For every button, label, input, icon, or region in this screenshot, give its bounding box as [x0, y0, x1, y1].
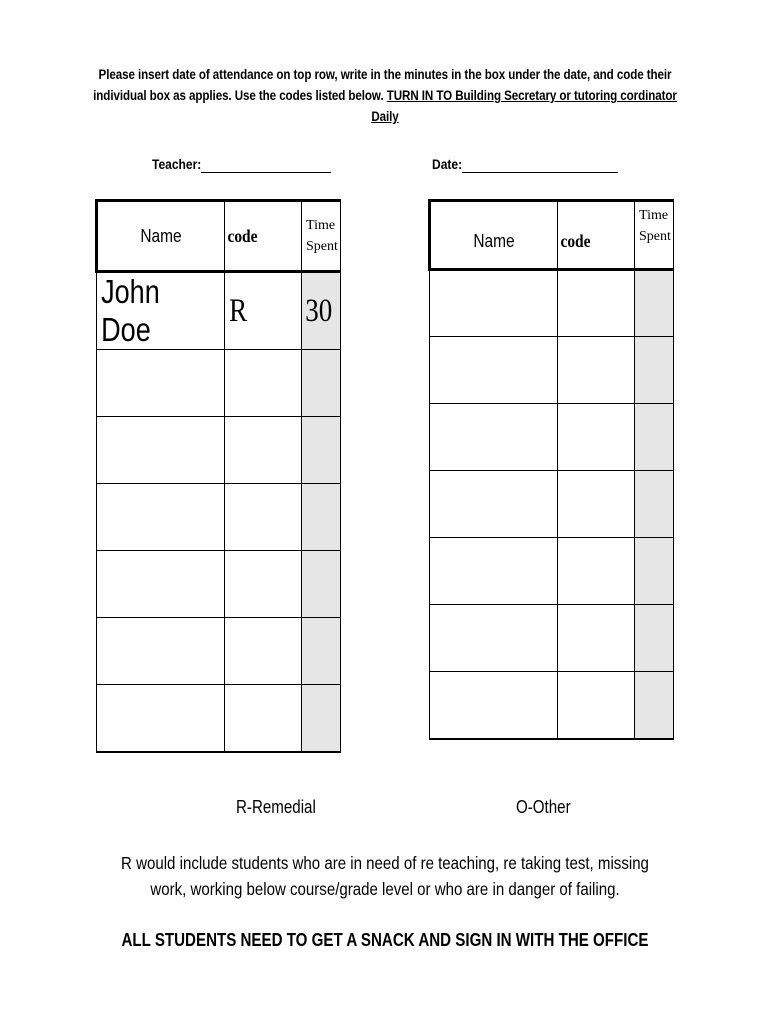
instructions-turn-in: TURN IN TO Building Secretary or tutoring cordinator Daily: [371, 88, 677, 124]
table-row: [430, 337, 674, 404]
code-cell[interactable]: [224, 551, 301, 618]
legend-remedial: R-Remedial: [236, 797, 316, 817]
code-cell[interactable]: [557, 471, 634, 538]
code-cell[interactable]: [224, 618, 301, 685]
code-cell-value: R: [229, 292, 248, 329]
instructions-text: [80, 64, 691, 127]
code-cell[interactable]: [224, 417, 301, 484]
name-cell[interactable]: [97, 551, 225, 618]
table-row: [430, 270, 674, 337]
table-row: [430, 404, 674, 471]
table-row: [430, 538, 674, 605]
code-cell[interactable]: [224, 685, 301, 752]
header-time-spent: Time Spent: [635, 201, 674, 270]
code-cell[interactable]: [557, 270, 634, 337]
snack-notice: ALL STUDENTS NEED TO GET A SNACK AND SIGN IN WITH THE OFFICE: [121, 930, 649, 950]
time-spent-cell[interactable]: [302, 551, 341, 618]
time-spent-cell[interactable]: [635, 605, 674, 672]
time-spent-cell[interactable]: [635, 538, 674, 605]
code-cell[interactable]: [557, 605, 634, 672]
time-spent-cell[interactable]: [302, 350, 341, 417]
time-spent-cell[interactable]: [302, 417, 341, 484]
table-row: [97, 551, 341, 618]
time-spent-cell[interactable]: [302, 618, 341, 685]
table-row: [97, 272, 341, 350]
header-code: code: [557, 201, 634, 270]
name-cell[interactable]: [430, 605, 558, 672]
name-cell[interactable]: [97, 618, 225, 685]
teacher-field[interactable]: [201, 172, 331, 173]
header-code: code: [224, 201, 301, 272]
code-explanation: R would include students who are in need of re teaching, re taking test, missing work, working below course/grade level or who are in danger of failing.: [121, 853, 649, 899]
time-spent-cell[interactable]: [635, 672, 674, 739]
time-spent-cell[interactable]: [635, 471, 674, 538]
table-row: [97, 618, 341, 685]
table-row: [430, 471, 674, 538]
name-cell[interactable]: [430, 672, 558, 739]
time-spent-cell[interactable]: [302, 484, 341, 551]
code-cell[interactable]: [224, 272, 301, 350]
time-spent-cell[interactable]: [302, 272, 341, 350]
table-row: [97, 685, 341, 752]
header-name: Name: [97, 201, 225, 272]
table-row: [430, 672, 674, 739]
code-cell[interactable]: [557, 337, 634, 404]
time-spent-cell[interactable]: [635, 270, 674, 337]
name-cell[interactable]: [97, 417, 225, 484]
time-spent-cell[interactable]: [635, 404, 674, 471]
time-spent-cell-value: 30: [305, 292, 333, 329]
name-cell[interactable]: [430, 337, 558, 404]
date-field[interactable]: [462, 172, 618, 173]
time-spent-cell[interactable]: [635, 337, 674, 404]
code-cell[interactable]: [557, 672, 634, 739]
table-row: [97, 350, 341, 417]
name-cell[interactable]: [97, 272, 225, 350]
name-cell[interactable]: [97, 484, 225, 551]
attendance-table-left: [95, 199, 341, 753]
name-cell-value: John Doe: [101, 273, 160, 348]
name-cell[interactable]: [97, 685, 225, 752]
teacher-label: Teacher:: [152, 156, 202, 172]
name-cell[interactable]: [97, 350, 225, 417]
instructions-plain: Please insert date of attendance on top row, write in the minutes in the box under the date, and code their individual box as applies. Use the codes listed below.: [93, 67, 672, 103]
name-cell[interactable]: [430, 538, 558, 605]
legend-other: O-Other: [516, 797, 571, 817]
code-cell[interactable]: [557, 404, 634, 471]
table-row: [97, 484, 341, 551]
name-cell[interactable]: [430, 270, 558, 337]
date-label: Date:: [432, 156, 463, 172]
code-cell[interactable]: [224, 484, 301, 551]
table-row: [430, 605, 674, 672]
code-cell[interactable]: [224, 350, 301, 417]
name-cell[interactable]: [430, 404, 558, 471]
attendance-table-right: [428, 199, 674, 740]
name-cell[interactable]: [430, 471, 558, 538]
header-time-spent: Time Spent: [302, 201, 341, 272]
header-name: Name: [430, 201, 558, 270]
table-row: [97, 417, 341, 484]
time-spent-cell[interactable]: [302, 685, 341, 752]
code-cell[interactable]: [557, 538, 634, 605]
